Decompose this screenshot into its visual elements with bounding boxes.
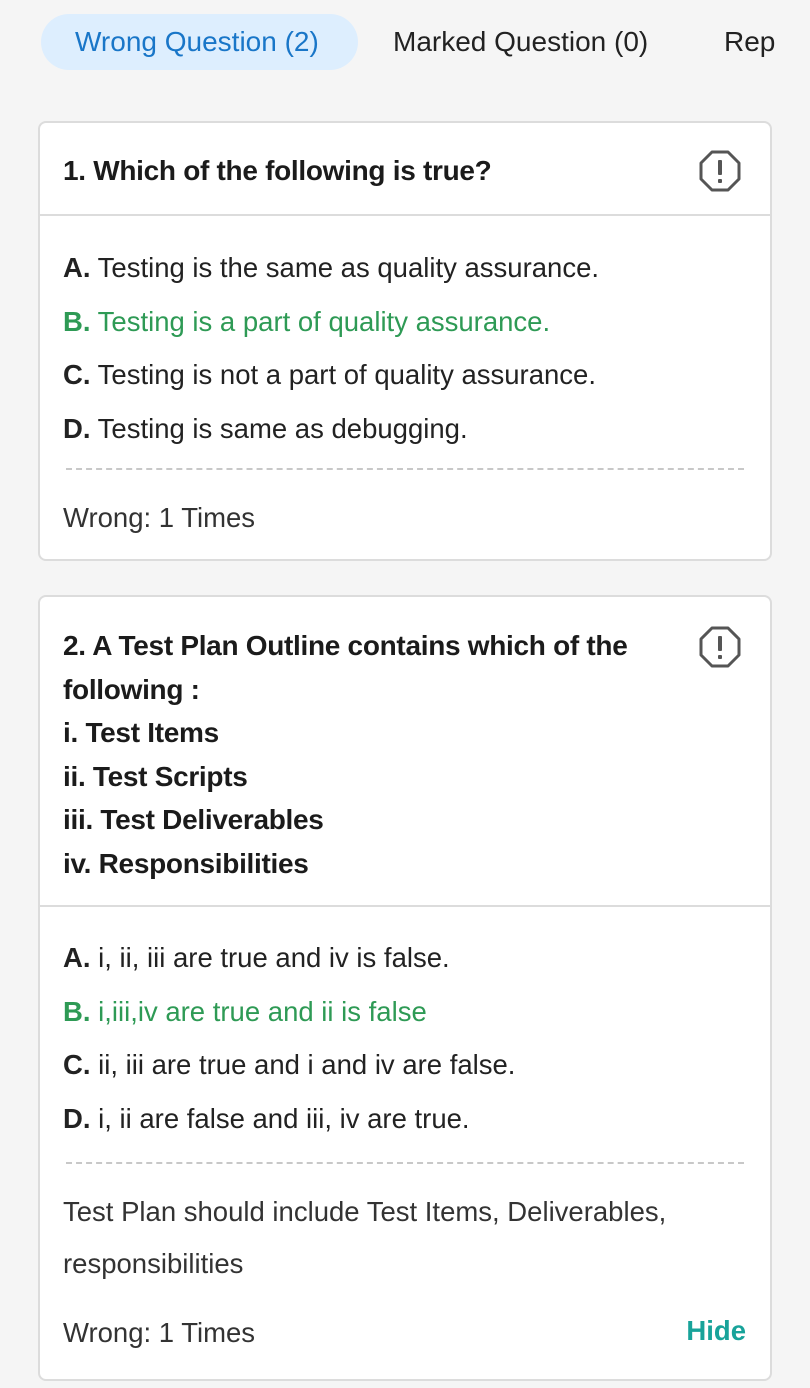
hide-button[interactable]: Hide [686,1315,746,1346]
report-icon[interactable] [698,625,742,669]
option-c[interactable]: C. ii, iii are true and i and iv are false. [63,1049,516,1080]
option-a[interactable]: A. Testing is the same as quality assurance. [63,252,600,283]
question-card-2 [38,595,772,1381]
options-list [63,241,599,455]
option-d[interactable]: D. i, ii are false and iii, iv are true. [63,1102,470,1134]
question-card-1 [38,121,772,561]
question-header [40,597,770,907]
question-title: 2. A Test Plan Outline contains which of the following : i. Test Items ii. Test Scripts iii. Test Deliverables iv. Responsibilities [63,630,628,879]
option-a[interactable]: A. i, ii, iii are true and iv is false. [63,942,450,973]
option-b[interactable]: B. i,iii,iv are true and ii is false [63,995,427,1027]
options-list [63,931,515,1145]
wrong-count: Wrong: 1 Times [63,1317,256,1348]
divider [66,468,744,470]
report-icon[interactable] [698,149,742,193]
wrong-count: Wrong: 1 Times [63,502,256,533]
option-c[interactable]: C. Testing is not a part of quality assurance. [63,359,596,390]
option-d[interactable]: D. Testing is same as debugging. [63,412,468,444]
tab-bar [0,0,810,84]
explanation-text: Test Plan should include Test Items, Deliverables, responsibilities [63,1196,667,1279]
divider [66,1162,744,1164]
tab-marked-question[interactable]: Marked Question (0) [393,26,649,57]
question-title: 1. Which of the following is true? [63,155,492,186]
tab-wrong-question[interactable]: Wrong Question (2) [41,14,358,70]
tab-report[interactable]: Rep [724,26,776,57]
question-header [40,123,770,216]
option-b[interactable]: B. Testing is a part of quality assurance. [63,305,551,337]
